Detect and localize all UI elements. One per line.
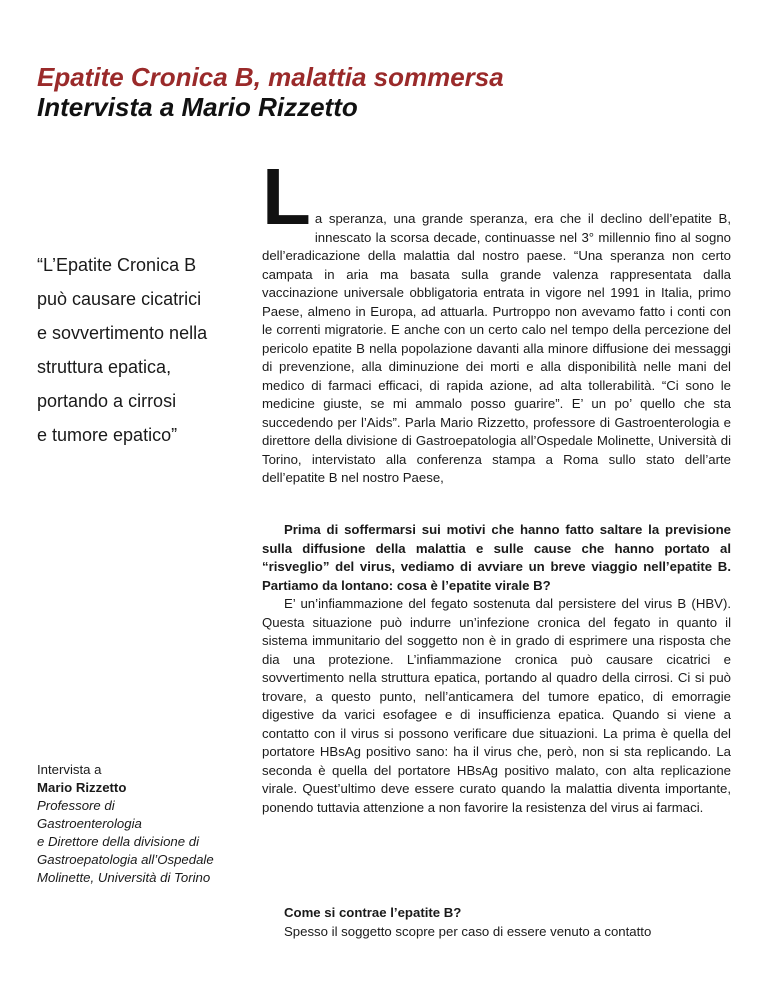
pull-quote [37, 248, 252, 452]
question-2: Come si contrae l’epatite B? [284, 905, 462, 920]
author-role-line: Professore di [37, 798, 115, 813]
answer-1: E’ un’infiammazione del fegato sostenuta dal persistere del virus B (HBV). Questa situazione può indurre un’infezione cronica del fegato in quanto il sistema immunitario del soggetto non è in grado di esprimere una risposta che dia una protezione. L’infiammazione cronica può causare cicatrici e sovvertimento nella struttura epatica, portando al quadro della cirrosi. Ci si può trovare, a questo punto, nell’anticamera del tumore epatico, di emorragie digestive da varici esofagee e di insufficienza epatica. Quando si viene a contatto con il virus si possono verificare due situazioni. La prima è quella del portatore HBsAg positivo sano: ha il virus che, però, non si sta replicando. La seconda è quella del portatore HBsAg positivo malato, con alta replicazione virale. Quest’ultimo deve essere curato quando la malattia diventa importante, ponendo tuttavia attenzione a non favorire la resistenza del virus ai farmaci. [262, 596, 731, 815]
pull-quote-line: portando a cirrosi [37, 391, 177, 411]
pull-quote-line: e tumore epatico” [37, 425, 178, 445]
article-intro [262, 152, 731, 488]
interview-section-2 [262, 904, 731, 941]
title-line-2: Intervista a Mario Rizzetto [37, 92, 358, 122]
author-role-line: Gastroepatologia all’Ospedale [37, 852, 214, 867]
author-name: Mario Rizzetto [37, 780, 127, 795]
author-role-line: Molinette, Università di Torino [37, 870, 211, 885]
author-box [37, 761, 257, 887]
pull-quote-line: “L’Epatite Cronica B [37, 255, 197, 275]
intro-paragraph: a speranza, una grande speranza, era che il declino dell’epatite B, innescato la scorsa decade, continuasse nel 3° millennio fino al sogno dell’eradicazione della malattia dal nostro paese. “Una speranza non certo campata in aria ma basata sulla grande valenza rappresentata dalla vaccinazione universale obbligatoria entrata in vigore nel 1991 in Italia, primo Paese, almeno in Europa, ad attuarla. Purtroppo non avevamo fatto i conti con le correnti migratorie. E anche con un certo calo nel tempo della percezione del pericolo epatite B nella popolazione davanti alla minore diffusione dei messaggi di prevenzione, alla diminuzione dei morti e alla disponibilità nelle mani del medico di farmaci efficaci, di rapida azione, ad alta tollerabilità. “Ci sono le medicine giuste, se mi ammalo posso guarire”. E’ un po’ quello che sta succedendo per l’Aids”. Parla Mario Rizzetto, professore di Gastroenterologia e direttore della divisione di Gastroepatologia all’Ospedale Molinette, Università di Torino, intervistato alla conferenza stampa a Roma sullo stato dell’arte dell’epatite B nel nostro Paese, [262, 211, 731, 485]
drop-cap: L [262, 152, 311, 241]
author-intro: Intervista a [37, 762, 102, 777]
answer-2: Spesso il soggetto scopre per caso di essere venuto a contatto [284, 923, 652, 939]
article-title [37, 62, 737, 122]
author-role-line: e Direttore della divisione di [37, 834, 199, 849]
title-line-1: Epatite Cronica B, malattia sommersa [37, 62, 504, 92]
pull-quote-line: e sovvertimento nella [37, 323, 208, 343]
pull-quote-line: può causare cicatrici [37, 289, 202, 309]
pull-quote-line: struttura epatica, [37, 357, 172, 377]
author-role-line: Gastroenterologia [37, 816, 142, 831]
question-1: Prima di soffermarsi sui motivi che hanno fatto saltare la previsione sulla diffusione della malattia e sulle cause che hanno portato al “risveglio” del virus, vediamo di avviare un breve viaggio nell’epatite B. Partiamo da lontano: cosa è l’epatite virale B? [262, 522, 731, 593]
interview-section-1 [262, 521, 731, 817]
